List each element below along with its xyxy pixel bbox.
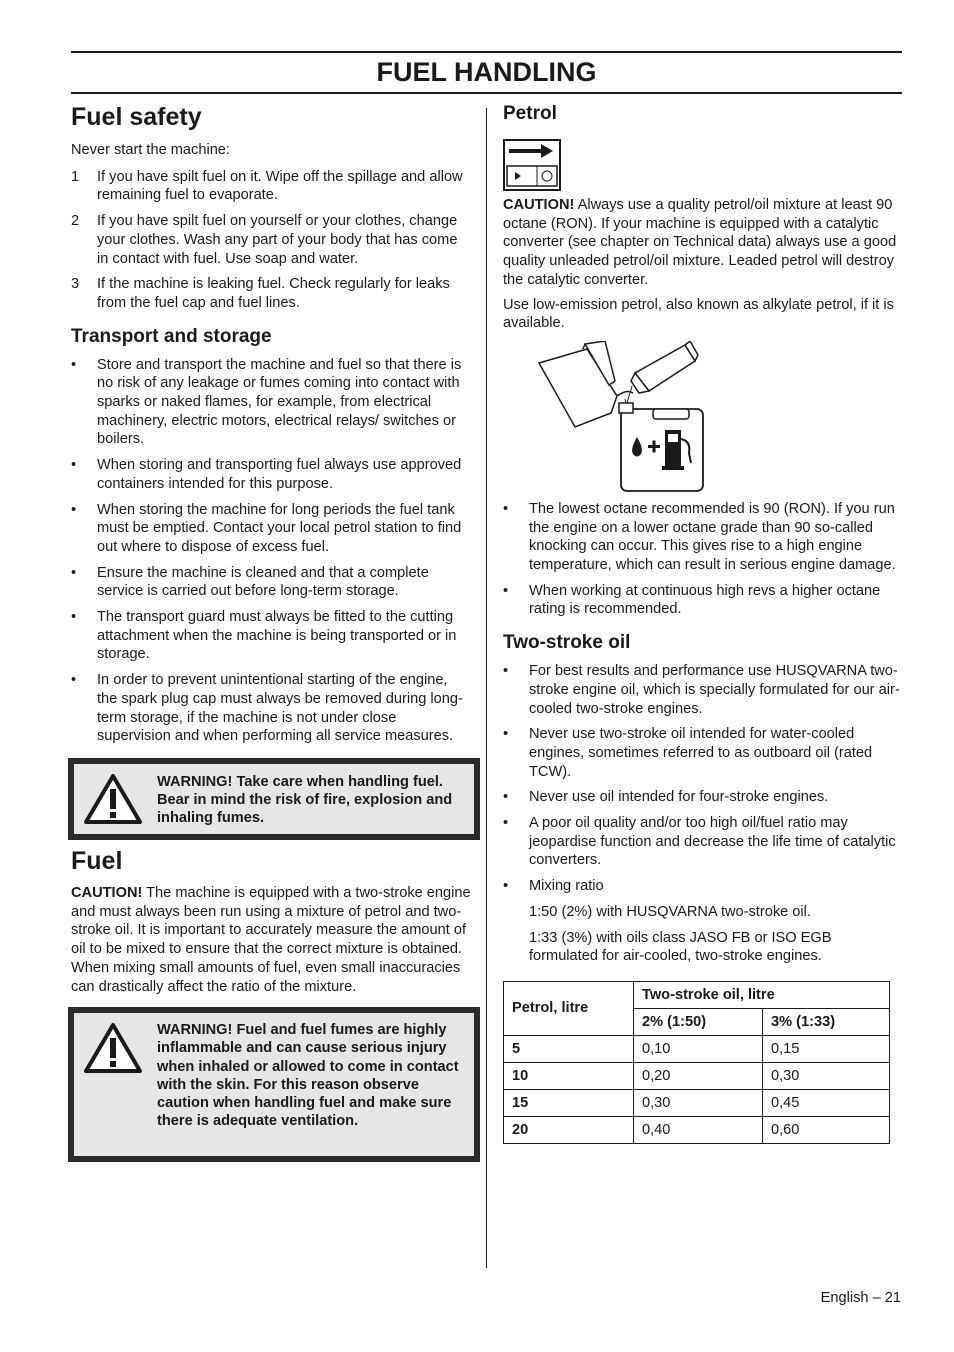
list-item: • When storing the machine for long periods the fuel tank must be emptied. Contact your local petrol station to find out where to dispose of excess fuel. <box>71 501 462 555</box>
list-item: • The lowest octane recommended is 90 (RON). If you run the engine on a lower octane grade than 90 so-called knocking can occur. This gives rise to a high engine temperature, which can result in serious engine damage. <box>503 500 896 574</box>
list-item: 2 If you have spilt fuel on yourself or your clothes, change your clothes. Wash any part of your body that has come in contact with fuel. Use soap and water. <box>71 213 458 267</box>
warning-icon <box>82 772 144 826</box>
list-item: • Mixing ratio <box>503 878 604 895</box>
fuel-mixing-illustration <box>535 341 710 493</box>
list-item: • When working at continuous high revs a higher octane rating is recommended. <box>503 582 881 618</box>
petrol-heading: Petrol <box>503 103 557 124</box>
mixing-table <box>503 981 890 1144</box>
transport-list <box>71 356 471 746</box>
warning-icon <box>82 1021 144 1075</box>
mixing-ratio-2: 1:33 (3%) with oils class JASO FB or ISO EGB formulated for air-cooled, two-stroke engines. <box>529 929 832 965</box>
list-item: • Ensure the machine is cleaned and that a complete service is carried out before long-term storage. <box>71 564 429 600</box>
warning-box-fuel-handling <box>68 758 480 840</box>
list-item: • When storing and transporting fuel always use approved containers intended for this purpose. <box>71 457 462 492</box>
page-title: FUEL HANDLING <box>376 57 597 87</box>
warning-box-fuel-fumes <box>68 1007 480 1162</box>
oil-heading: Two-stroke oil <box>503 632 631 654</box>
table-subheader-2pct: 2% (1:50) <box>634 1008 763 1035</box>
right-column <box>503 100 903 1144</box>
page-header <box>71 51 902 94</box>
fuel-safety-heading: Fuel safety <box>71 103 202 131</box>
list-item: • Never use two-stroke oil intended for water-cooled engines, sometimes referred to as outboard oil (rated TCW). <box>503 726 873 780</box>
list-item: • For best results and performance use HUSQVARNA two-stroke engine oil, which is specially formulated for our air-cooled two-stroke engines. <box>503 663 900 717</box>
list-item: • A poor oil quality and/or too high oil/fuel ratio may jeopardise function and decrease the life time of catalytic converters. <box>503 815 896 869</box>
list-item: • In order to prevent unintentional starting of the engine, the spark plug cap must always be removed during long-term storage, if the machine is not under close supervision and when performing all service measures. <box>71 672 463 745</box>
table-row: 20 0,40 0,60 <box>504 1116 890 1143</box>
warning-text: WARNING! Take care when handling fuel. Bear in mind the risk of fire, explosion and inhaling fumes. <box>157 773 453 827</box>
column-divider <box>486 108 487 1268</box>
table-row: 15 0,30 0,45 <box>504 1089 890 1116</box>
table-header-petrol: Petrol, litre <box>504 981 634 1035</box>
fuel-safety-intro: Never start the machine: <box>71 142 230 158</box>
list-item: • Store and transport the machine and fuel so that there is no risk of any leakage or fumes coming into contact with sparks or naked flames, for example, from electrical machinery, electric motors, electrical relays/ switches or boilers. <box>71 356 462 448</box>
table-header-oil: Two-stroke oil, litre <box>634 981 890 1008</box>
left-column <box>71 100 471 1162</box>
fuel-safety-list <box>71 168 471 313</box>
fuel-caution: CAUTION! The machine is equipped with a two-stroke engine and must always been run using a mixture of petrol and two-stroke oil. It is important to accurately measure the amount of oil to be mixed to ensure that the correct mixture is obtained. When mixing small amounts of fuel, even small inaccuracies can drastically affect the ratio of the mixture. <box>71 884 471 995</box>
petrol-alkylate: Use low-emission petrol, also known as alkylate petrol, if it is available. <box>503 296 894 332</box>
table-row: 5 0,10 0,15 <box>504 1035 890 1062</box>
table-subheader-3pct: 3% (1:33) <box>763 1008 890 1035</box>
petrol-list <box>503 500 903 619</box>
warning-text: WARNING! Fuel and fuel fumes are highly inflammable and can cause serious injury when inhaled or allowed to come in contact with the skin. For this reason observe caution when handling fuel and make sure there is adequate ventilation. <box>157 1022 459 1130</box>
table-row: 10 0,20 0,30 <box>504 1062 890 1089</box>
list-item: • Never use oil intended for four-stroke engines. <box>503 789 829 806</box>
transport-heading: Transport and storage <box>71 325 272 347</box>
list-item: 1 If you have spilt fuel on it. Wipe off the spillage and allow remaining fuel to evaporate. <box>71 168 463 204</box>
petrol-caution: CAUTION! Always use a quality petrol/oil mixture at least 90 octane (RON). If your machine is equipped with a catalytic converter (see chapter on Technical data) always use a good quality unleaded petrol/oil mixture. Leaded petrol will destroy the catalytic converter. <box>503 197 897 288</box>
fuel-heading: Fuel <box>71 846 123 875</box>
oil-list <box>503 662 903 896</box>
fuel-symbol-icon <box>503 139 561 191</box>
mixing-ratio-1: 1:50 (2%) with HUSQVARNA two-stroke oil. <box>529 903 811 920</box>
list-item: • The transport guard must always be fitted to the cutting attachment when the machine is being transported or in storage. <box>71 609 457 663</box>
page-footer: English – 21 <box>820 1290 901 1306</box>
list-item: 3 If the machine is leaking fuel. Check regularly for leaks from the fuel cap and fuel lines. <box>71 276 450 311</box>
